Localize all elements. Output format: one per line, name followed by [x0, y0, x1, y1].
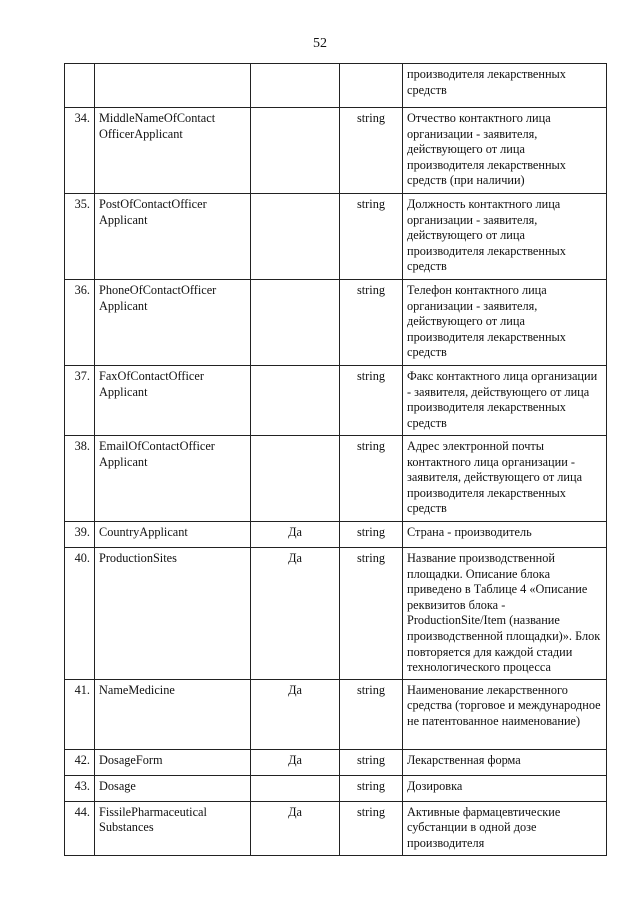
cell-description: Телефон контактного лица организации - заявителя, действующего от лица производителя лекарственных средств — [403, 280, 607, 366]
cell-type: string — [340, 801, 403, 855]
cell-required: Да — [251, 679, 340, 749]
cell-description: производителя лекарственных средств — [403, 64, 607, 108]
table-row — [65, 775, 607, 801]
cell-name: FissilePharmaceutical Substances — [95, 801, 251, 855]
table-row — [65, 280, 607, 366]
cell-type: string — [340, 522, 403, 548]
cell-name: PhoneOfContactOfficer Applicant — [95, 280, 251, 366]
table-row — [65, 522, 607, 548]
cell-number: 34. — [65, 108, 95, 194]
cell-description: Лекарственная форма — [403, 749, 607, 775]
cell-name: NameMedicine — [95, 679, 251, 749]
cell-description: Отчество контактного лица организации - заявителя, действующего от лица производителя лекарственных средств (при наличии) — [403, 108, 607, 194]
cell-number: 41. — [65, 679, 95, 749]
cell-type: string — [340, 775, 403, 801]
cell-type: string — [340, 679, 403, 749]
cell-required — [251, 108, 340, 194]
cell-name: EmailOfContactOfficer Applicant — [95, 436, 251, 522]
table-row — [65, 436, 607, 522]
cell-number: 39. — [65, 522, 95, 548]
cell-required: Да — [251, 749, 340, 775]
cell-description: Страна - производитель — [403, 522, 607, 548]
table-row — [65, 749, 607, 775]
cell-required — [251, 194, 340, 280]
cell-required — [251, 64, 340, 108]
cell-required: Да — [251, 522, 340, 548]
cell-required — [251, 775, 340, 801]
cell-number: 44. — [65, 801, 95, 855]
cell-number: 40. — [65, 548, 95, 680]
table-row — [65, 108, 607, 194]
cell-type — [340, 64, 403, 108]
table-row — [65, 679, 607, 749]
table-row — [65, 548, 607, 680]
cell-description: Активные фармацевтические субстанции в одной дозе производителя — [403, 801, 607, 855]
cell-type: string — [340, 749, 403, 775]
table-row — [65, 194, 607, 280]
cell-type: string — [340, 548, 403, 680]
cell-name: FaxOfContactOfficer Applicant — [95, 366, 251, 436]
cell-name: PostOfContactOfficer Applicant — [95, 194, 251, 280]
cell-type: string — [340, 436, 403, 522]
cell-name: MiddleNameOfContact OfficerApplicant — [95, 108, 251, 194]
cell-number: 43. — [65, 775, 95, 801]
cell-description: Факс контактного лица организации - заявителя, действующего от лица производителя лекарственных средств — [403, 366, 607, 436]
table-row — [65, 366, 607, 436]
table-row-continued — [65, 64, 607, 108]
cell-number: 38. — [65, 436, 95, 522]
cell-required — [251, 366, 340, 436]
cell-required: Да — [251, 548, 340, 680]
cell-number — [65, 64, 95, 108]
cell-name: ProductionSites — [95, 548, 251, 680]
cell-type: string — [340, 280, 403, 366]
cell-number: 35. — [65, 194, 95, 280]
cell-number: 37. — [65, 366, 95, 436]
cell-description: Должность контактного лица организации - заявителя, действующего от лица производителя лекарственных средств — [403, 194, 607, 280]
cell-name: Dosage — [95, 775, 251, 801]
page-number: 52 — [313, 36, 327, 51]
cell-name — [95, 64, 251, 108]
cell-required: Да — [251, 801, 340, 855]
cell-required — [251, 436, 340, 522]
attributes-table — [64, 63, 607, 856]
cell-description: Название производственной площадки. Описание блока приведено в Таблице 4 «Описание реквизитов блока - ProductionSite/Item (название производственной площадки)». Блок повторяется для каждой стадии технологического процесса — [403, 548, 607, 680]
cell-required — [251, 280, 340, 366]
cell-name: DosageForm — [95, 749, 251, 775]
cell-description: Наименование лекарственного средства (торговое и международное не патентованное наименование) — [403, 679, 607, 749]
cell-type: string — [340, 108, 403, 194]
cell-description: Адрес электронной почты контактного лица организации - заявителя, действующего от лица производителя лекарственных средств — [403, 436, 607, 522]
cell-type: string — [340, 194, 403, 280]
cell-name: CountryApplicant — [95, 522, 251, 548]
cell-type: string — [340, 366, 403, 436]
cell-description: Дозировка — [403, 775, 607, 801]
cell-number: 42. — [65, 749, 95, 775]
table-row — [65, 801, 607, 855]
cell-number: 36. — [65, 280, 95, 366]
